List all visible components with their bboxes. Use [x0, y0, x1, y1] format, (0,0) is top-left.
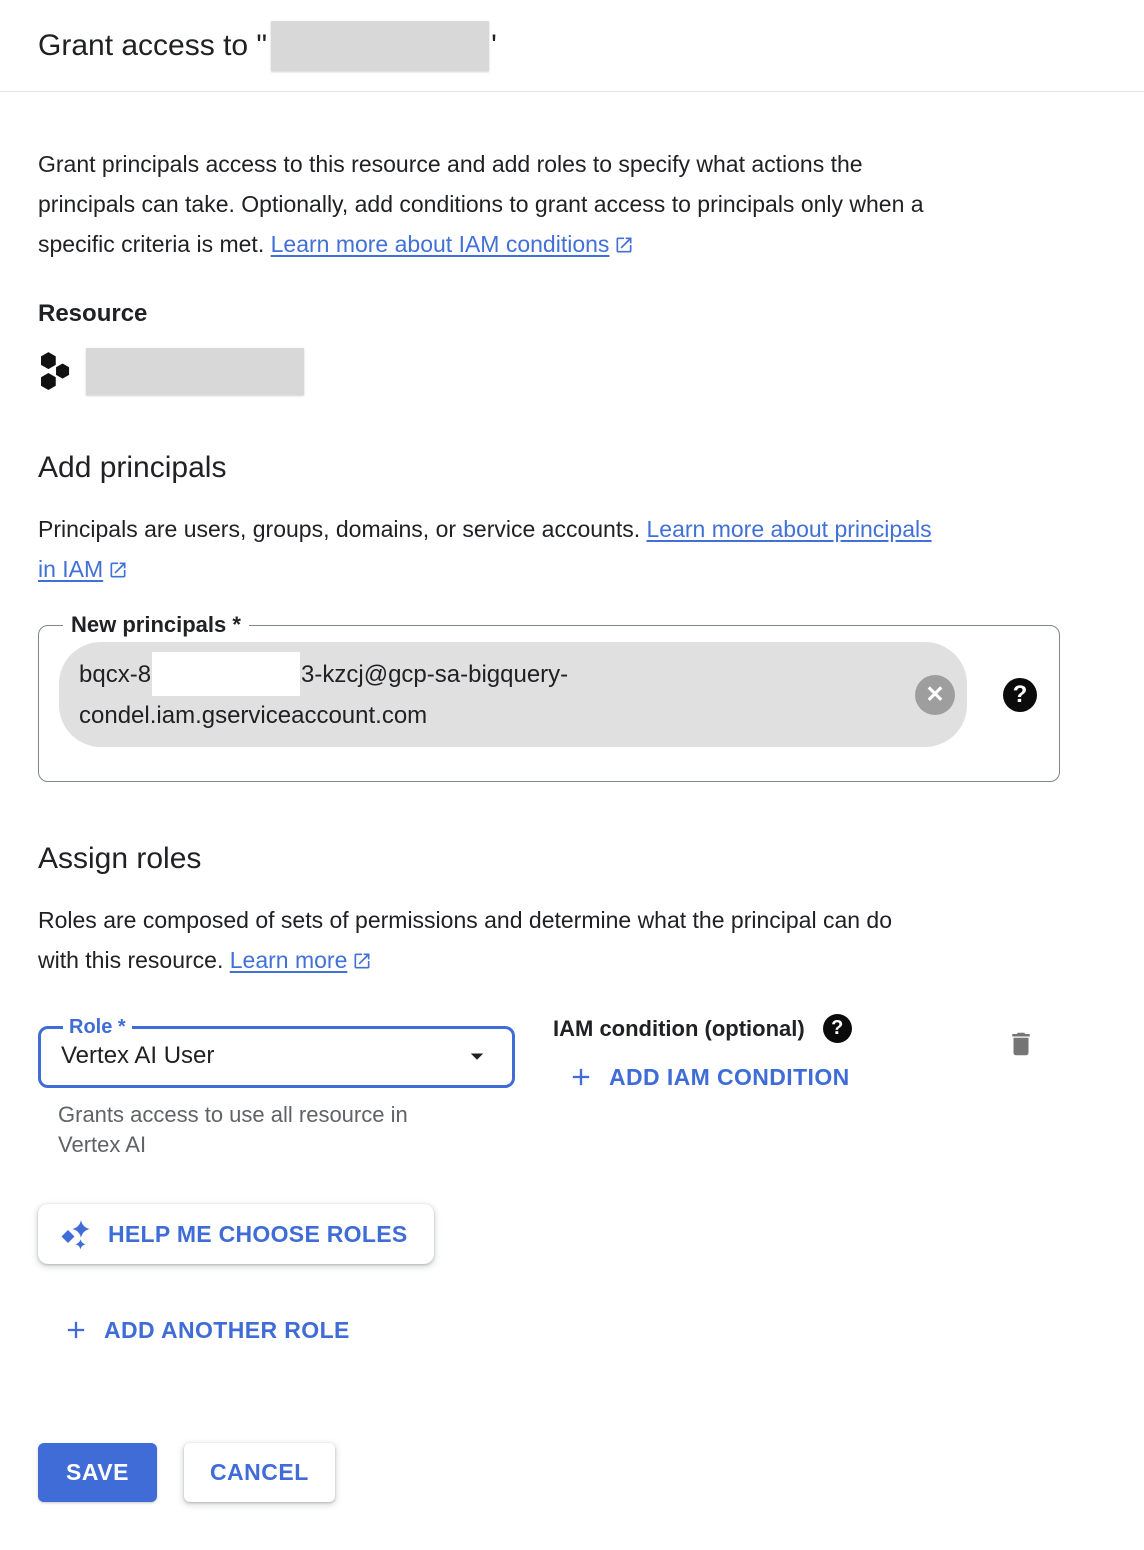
- chip-remove-button[interactable]: [915, 675, 955, 715]
- role-select-field[interactable]: [38, 1016, 515, 1088]
- intro-paragraph: [38, 144, 1044, 264]
- roles-desc-line: Roles are composed of sets of permissions and determine what the principal can do: [38, 907, 893, 933]
- redacted-resource-name: [271, 21, 489, 71]
- roles-description: [38, 900, 1044, 980]
- resource-heading: Resource: [38, 300, 148, 327]
- add-another-role-row: [62, 1316, 1106, 1349]
- chevron-down-icon: [462, 1041, 492, 1071]
- page-title-prefix: Grant access to ": [38, 28, 268, 62]
- redacted-resource-value: [86, 348, 304, 395]
- new-principals-row: [59, 642, 1041, 747]
- principals-desc-line: Principals are users, groups, domains, or service accounts. Learn more about principals: [38, 516, 932, 542]
- external-link-icon: [352, 951, 372, 971]
- principals-description: [38, 509, 1044, 589]
- principals-link-part1[interactable]: Learn more about principals: [646, 516, 932, 542]
- role-dropdown[interactable]: [57, 1039, 498, 1073]
- dialog-actions: [38, 1443, 1106, 1502]
- principals-help-icon[interactable]: ?: [1003, 678, 1037, 712]
- add-principals-heading: Add principals: [38, 451, 227, 484]
- dialog-header: [0, 0, 1144, 92]
- save-button[interactable]: SAVE: [38, 1443, 157, 1502]
- intro-line: specific criteria is met. Learn more about IAM conditions: [38, 224, 1044, 264]
- intro-line: Grant principals access to this resource and add roles to specify what actions the: [38, 151, 863, 177]
- role-label: Role *: [69, 1016, 126, 1038]
- iam-condition-help-icon[interactable]: ?: [823, 1014, 852, 1043]
- add-iam-condition-button[interactable]: ADD IAM CONDITION: [567, 1063, 850, 1091]
- role-assignment-row: [38, 1016, 1044, 1160]
- page-title-suffix: ': [491, 28, 497, 62]
- redacted-principal-id: [152, 652, 300, 696]
- roles-learn-more-link[interactable]: Learn more: [230, 947, 373, 973]
- gemini-sparkle-icon: [60, 1218, 92, 1250]
- role-helper-text: Grants access to use all resource in Vertex AI: [58, 1102, 408, 1157]
- principal-chip-line2: condel.iam.gserviceaccount.com: [79, 702, 428, 729]
- cancel-button[interactable]: CANCEL: [184, 1443, 335, 1502]
- delete-role-button[interactable]: [1006, 1028, 1036, 1063]
- page-title: [38, 21, 497, 71]
- help-me-choose-roles-button[interactable]: HELP ME CHOOSE ROLES: [38, 1204, 434, 1264]
- intro-line: principals can take. Optionally, add conditions to grant access to principals only when a: [38, 191, 924, 217]
- project-hexagons-icon: [38, 351, 72, 393]
- principal-chip-line1: bqcx-8 3-kzcj@gcp-sa-bigquery-: [79, 652, 903, 696]
- trash-icon: [1006, 1028, 1036, 1060]
- resource-row: [38, 348, 1106, 395]
- iam-condition-column: [553, 1016, 852, 1096]
- external-link-icon: [108, 560, 128, 580]
- new-principals-field[interactable]: [38, 612, 1060, 782]
- principal-chip: [59, 642, 967, 747]
- iam-condition-label: IAM condition (optional): [553, 1015, 805, 1041]
- new-principals-label: New principals *: [71, 612, 241, 637]
- principals-desc-line: [38, 549, 1044, 589]
- role-column: [38, 1016, 515, 1160]
- assign-roles-heading: Assign roles: [38, 842, 202, 875]
- plus-icon: [567, 1063, 595, 1091]
- close-icon: ✕: [925, 681, 945, 707]
- plus-icon: [62, 1316, 90, 1344]
- delete-role-column: [1006, 1028, 1036, 1065]
- iam-condition-label-row: [553, 1014, 852, 1043]
- role-selected-value: Vertex AI User: [61, 1042, 215, 1069]
- roles-desc-line: with this resource. Learn more: [38, 940, 1044, 980]
- iam-conditions-link[interactable]: Learn more about IAM conditions: [271, 231, 635, 257]
- principals-link-part2[interactable]: in IAM: [38, 556, 128, 582]
- external-link-icon: [614, 235, 634, 255]
- dialog-body: [0, 144, 1144, 1502]
- add-another-role-button[interactable]: ADD ANOTHER ROLE: [62, 1316, 350, 1344]
